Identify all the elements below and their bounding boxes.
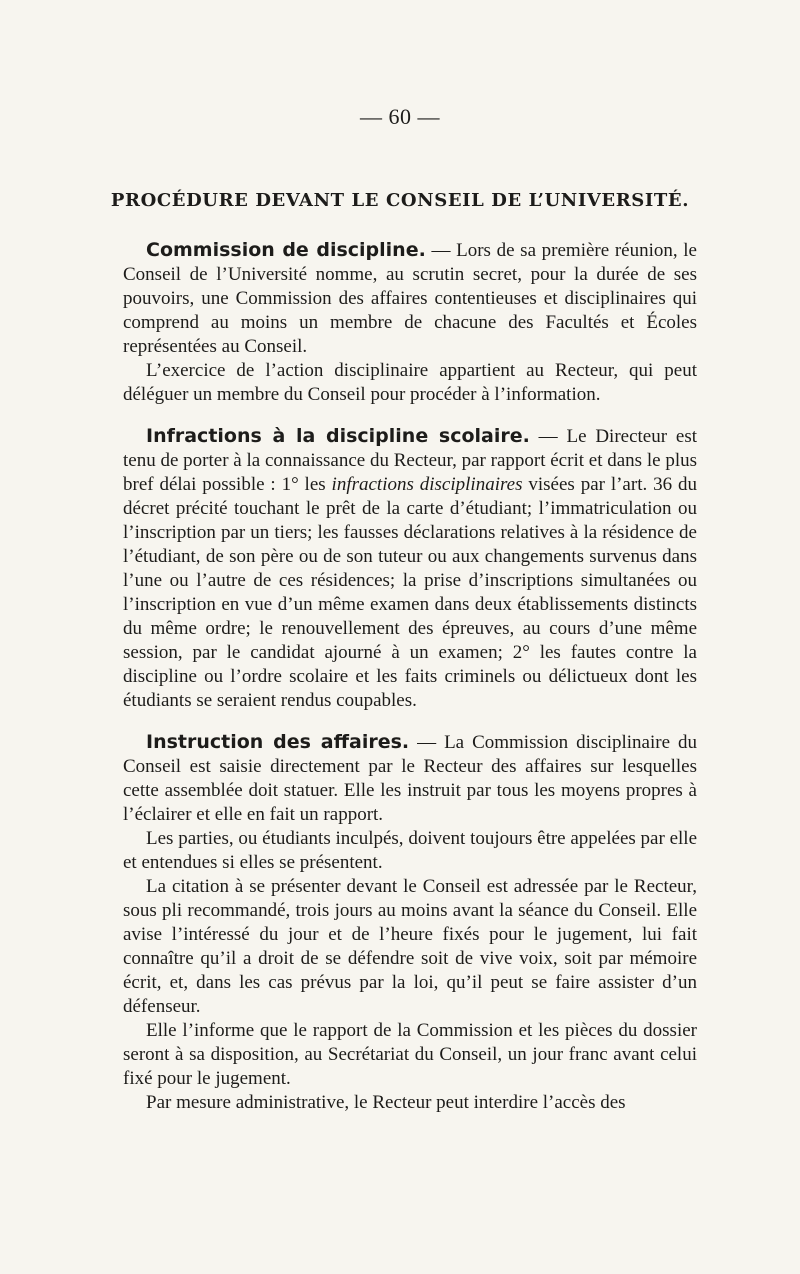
paragraph-infractions [123, 424, 697, 713]
paragraph: L’exercice de l’action disciplinaire appartient au Recteur, qui peut déléguer un membre du Conseil pour procéder à l’information. [123, 360, 697, 405]
section-heading-commission: Commission de discipline. [146, 239, 426, 261]
paragraph-text: — Le Directeur est tenu de porter à la connaissance du Recteur, par rapport écrit et dans le plus bref délai possible : 1° les [123, 426, 697, 495]
emphasis-text: infractions disciplinaires [331, 474, 523, 495]
paragraph-commission [123, 238, 697, 359]
section-heading-infractions: Infractions à la discipline scolaire. [146, 425, 530, 447]
paragraph-text: visées par l’art. 36 du décret précité touchant le prêt de la carte d’étudiant; l’immatriculation ou l’inscription par un tiers; les fausses déclarations relatives à la résidence de l’étudiant, de son père ou de son tuteur ou aux changements survenus dans l’une ou l’autre de ces résidences; la prise d’inscriptions simultanées ou l’inscription en vue d’un même examen dans deux établissements distincts du même ordre; le renouvellement des épreuves, au cours d’une même session, par le candidat ajourné à un examen; 2° les fautes contre la discipline ou l’ordre scolaire et les faits criminels ou délictueux dont les étudiants se seraient rendus coupables. [123, 474, 697, 711]
paragraph: Les parties, ou étudiants inculpés, doivent toujours être appelées par elle et entendues si elles se présentent. [123, 828, 697, 873]
paragraph-instruction [123, 730, 697, 827]
page-title: PROCÉDURE DEVANT LE CONSEIL DE L’UNIVERSITÉ. [110, 190, 690, 211]
paragraph-text: — La Commission disciplinaire du Conseil est saisie directement par le Recteur des affaires sur lesquelles cette assemblée doit statuer. Elle les instruit par tous les moyens propres à l’éclairer et elle en fait un rapport. [123, 732, 697, 825]
paragraph: La citation à se présenter devant le Conseil est adressée par le Recteur, sous pli recommandé, trois jours au moins avant la séance du Conseil. Elle avise l’intéressé du jour et de l’heure fixés pour le jugement, lui fait connaître qu’il a droit de se défendre soit de vive voix, soit par mémoire écrit, et, dans les cas prévus par la loi, qu’il peut se faire assister d’un défenseur. [123, 876, 697, 1017]
section-heading-instruction: Instruction des affaires. [146, 731, 410, 753]
body-text [123, 238, 697, 1115]
paragraph-text: — Lors de sa première réunion, le Conseil de l’Université nomme, au scrutin secret, pour la durée de ses pouvoirs, une Commission des affaires contentieuses et disciplinaires qui comprend au moins un membre de chacune des Facultés et Écoles représentées au Conseil. [123, 240, 697, 357]
paragraph: Par mesure administrative, le Recteur peut interdire l’accès des [146, 1092, 626, 1113]
paragraph: Elle l’informe que le rapport de la Commission et les pièces du dossier seront à sa disposition, au Secrétariat du Conseil, un jour franc avant celui fixé pour le jugement. [123, 1020, 697, 1089]
page-number: — 60 — [360, 104, 440, 129]
